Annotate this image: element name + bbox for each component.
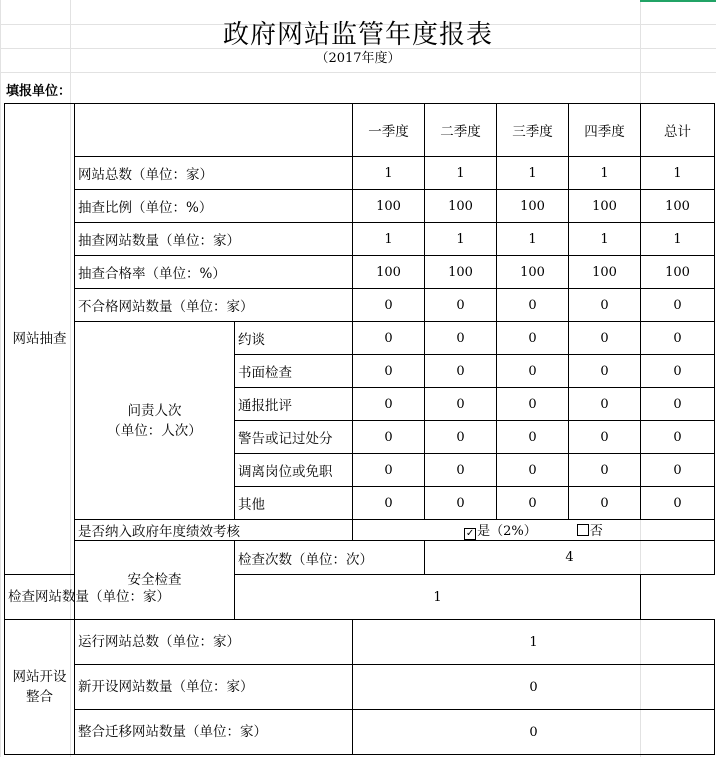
cell-value: 1 — [353, 620, 715, 665]
row-label: 调离岗位或免职 — [235, 454, 353, 487]
cell-value: 0 — [569, 487, 641, 520]
site-setup-label-line1: 网站开设 — [12, 669, 67, 685]
row-label: 抽查合格率（单位：%） — [75, 256, 353, 289]
row-label: 不合格网站数量（单位：家） — [75, 289, 353, 322]
header-blank — [75, 104, 353, 157]
cell-value: 1 — [569, 157, 641, 190]
table-row — [5, 575, 715, 620]
cell-value: 100 — [497, 190, 569, 223]
yes-label: 是（2%） — [477, 524, 537, 539]
cell-value: 1 — [425, 223, 497, 256]
header-q2: 二季度 — [425, 104, 497, 157]
accountability-label-line1: 问责人次 — [127, 402, 182, 419]
row-label: 运行网站总数（单位：家） — [75, 620, 353, 665]
cell-value: 0 — [425, 454, 497, 487]
cell-value: 0 — [641, 355, 715, 388]
cell-value: 0 — [353, 710, 715, 755]
cell-value: 0 — [641, 487, 715, 520]
performance-label: 是否纳入政府年度绩效考核 — [75, 520, 353, 541]
yes-checkbox[interactable]: ✓ — [465, 528, 475, 539]
page-subtitle: （2017年度） — [315, 51, 401, 66]
cell-value: 0 — [497, 454, 569, 487]
table-row — [5, 710, 715, 755]
row-label: 抽查网站数量（单位：家） — [75, 223, 353, 256]
row-label: 通报批评 — [235, 388, 353, 421]
cell-value: 0 — [641, 421, 715, 454]
cell-value: 0 — [497, 421, 569, 454]
cell-value: 0 — [497, 289, 569, 322]
page-title: 政府网站监管年度报表 — [222, 20, 493, 50]
table-row — [5, 256, 715, 289]
cell-value: 100 — [569, 190, 641, 223]
table-row — [5, 322, 715, 355]
cell-value: 0 — [497, 487, 569, 520]
row-label: 约谈 — [235, 322, 353, 355]
cell-value: 1 — [497, 223, 569, 256]
cell-value: 0 — [569, 289, 641, 322]
row-label: 网站总数（单位：家） — [75, 157, 353, 190]
cell-value: 1 — [641, 223, 715, 256]
cell-value: 0 — [353, 421, 425, 454]
accountability-label-line2: （单位：人次） — [107, 422, 202, 439]
cell-value: 0 — [569, 421, 641, 454]
performance-row — [5, 520, 715, 541]
row-label: 新开设网站数量（单位：家） — [75, 665, 353, 710]
cell-value: 1 — [641, 157, 715, 190]
cell-value: 1 — [497, 157, 569, 190]
cell-value: 0 — [353, 454, 425, 487]
cell-value: 0 — [425, 355, 497, 388]
cell-value: 0 — [569, 355, 641, 388]
header-total: 总计 — [641, 104, 715, 157]
cell-value: 0 — [497, 355, 569, 388]
cell-value: 0 — [353, 289, 425, 322]
row-label: 警告或记过处分 — [235, 421, 353, 454]
row-label: 抽查比例（单位：%） — [75, 190, 353, 223]
cell-value: 4 — [425, 541, 715, 575]
header-q4: 四季度 — [569, 104, 641, 157]
cell-value: 0 — [353, 665, 715, 710]
section-spot-check: 网站抽查 — [5, 104, 75, 575]
cell-value: 100 — [353, 256, 425, 289]
cell-value: 1 — [569, 223, 641, 256]
row-label: 检查次数（单位：次） — [235, 541, 425, 575]
cell-value: 0 — [425, 421, 497, 454]
cell-value: 0 — [425, 487, 497, 520]
cell-value: 0 — [497, 322, 569, 355]
cell-value: 0 — [641, 322, 715, 355]
cell-value: 100 — [425, 256, 497, 289]
section-security-check: 安全检查 — [75, 541, 235, 620]
table-row — [5, 665, 715, 710]
cell-value: 100 — [425, 190, 497, 223]
cell-value: 0 — [425, 289, 497, 322]
table-row — [5, 541, 715, 575]
row-label: 书面检查 — [235, 355, 353, 388]
header-q1: 一季度 — [353, 104, 425, 157]
cell-value: 1 — [353, 157, 425, 190]
cell-value: 0 — [353, 355, 425, 388]
cell-value: 100 — [641, 190, 715, 223]
table-row — [5, 223, 715, 256]
table-row — [5, 289, 715, 322]
cell-value: 1 — [425, 157, 497, 190]
cell-value: 0 — [353, 388, 425, 421]
cell-value: 0 — [353, 322, 425, 355]
cell-value: 0 — [497, 388, 569, 421]
cell-value: 0 — [569, 388, 641, 421]
cell-value: 100 — [353, 190, 425, 223]
cell-value: 0 — [641, 289, 715, 322]
cell-value: 100 — [641, 256, 715, 289]
cell-value: 0 — [425, 388, 497, 421]
cell-value: 0 — [353, 487, 425, 520]
no-label: 否 — [589, 524, 603, 539]
cell-value: 1 — [235, 575, 641, 620]
cell-value: 0 — [641, 454, 715, 487]
table-row — [5, 620, 715, 665]
header-q3: 三季度 — [497, 104, 569, 157]
cell-value: 0 — [641, 388, 715, 421]
filler-unit-label: 填报单位： — [6, 84, 72, 99]
section-site-setup — [5, 620, 75, 755]
row-label: 检查网站数量（单位：家） — [5, 575, 235, 620]
table-row — [5, 157, 715, 190]
row-label: 整合迁移网站数量（单位：家） — [75, 710, 353, 755]
cell-value: 100 — [497, 256, 569, 289]
cell-value: 0 — [569, 322, 641, 355]
performance-options — [353, 520, 715, 541]
active-cell-indicator — [640, 0, 716, 2]
row-label: 其他 — [235, 487, 353, 520]
accountability-label — [75, 322, 235, 520]
cell-value: 1 — [353, 223, 425, 256]
cell-value: 0 — [569, 454, 641, 487]
report-table — [4, 103, 715, 755]
site-setup-label-line2: 整合 — [26, 689, 53, 705]
cell-value: 0 — [425, 322, 497, 355]
cell-value: 100 — [569, 256, 641, 289]
no-checkbox[interactable] — [577, 524, 589, 536]
table-row — [5, 190, 715, 223]
